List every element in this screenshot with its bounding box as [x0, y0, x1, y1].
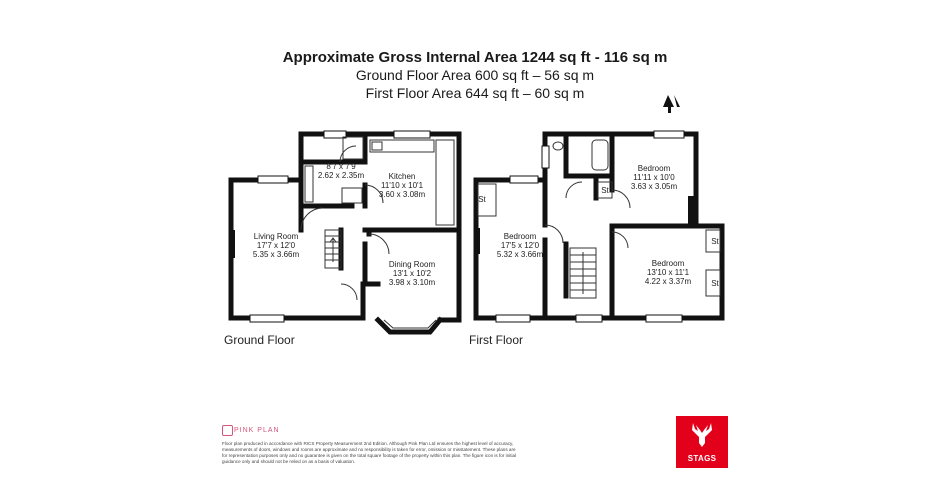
living-chimney-breast	[229, 230, 235, 258]
bedroom3-size-imperial: 13'10 x 11'1	[646, 268, 690, 277]
bedroom2-size-imperial: 11'11 x 10'0	[633, 173, 675, 182]
dining-door-arc	[369, 234, 389, 254]
stags-logo-text: STAGS	[687, 454, 717, 463]
bedroom3-name: Bedroom	[651, 259, 685, 268]
landing-window	[576, 315, 602, 322]
living-window-top	[258, 176, 288, 183]
bedroom3-size-metric: 4.22 x 3.37m	[644, 277, 692, 286]
gross-area-title: Approximate Gross Internal Area 1244 sq ft - 116 sq m	[282, 49, 668, 66]
living-door-arc	[301, 208, 323, 230]
living-room-size-imperial: 17'7 x 12'0	[256, 241, 296, 250]
bedroom1-size-metric: 5.32 x 3.66m	[496, 250, 544, 259]
dining-room-name: Dining Room	[388, 260, 436, 269]
porch-door-arc	[341, 284, 357, 300]
bedroom1-size-imperial: 17'5 x 12'0	[500, 241, 540, 250]
ground-floor-area: Ground Floor Area 600 sq ft – 56 sq m	[355, 67, 595, 83]
living-room-size-metric: 5.35 x 3.66m	[252, 250, 300, 259]
kitchen-size-metric: 3.60 x 3.08m	[378, 190, 426, 199]
store-label-landing: St	[601, 186, 609, 195]
kitchen-name: Kitchen	[388, 172, 416, 181]
first-floor-area: First Floor Area 644 sq ft – 60 sq m	[365, 85, 585, 101]
first-floor-label: First Floor	[469, 333, 523, 347]
stags-logo	[676, 416, 728, 468]
living-room-name: Living Room	[253, 232, 299, 241]
pink-plan-logo-icon	[222, 425, 233, 436]
north-arrow-icon	[663, 95, 680, 113]
bedroom2-size-metric: 3.63 x 3.05m	[630, 182, 678, 191]
bedroom2-name: Bedroom	[637, 164, 671, 173]
stag-head-icon	[690, 421, 714, 449]
store-label-bed3-b: St	[711, 279, 719, 288]
dining-room-size-metric: 3.98 x 3.10m	[388, 278, 436, 287]
bedroom3-window	[646, 315, 682, 322]
utility-size-metric: 2.62 x 2.35m	[317, 171, 365, 180]
kitchen-window	[394, 131, 430, 138]
living-window-bottom	[250, 315, 284, 322]
utility-size-imperial: 8'7 x 7'9	[326, 162, 356, 171]
bedroom1-window-bottom	[496, 315, 530, 322]
bedroom1-name: Bedroom	[503, 232, 537, 241]
kitchen-sink	[372, 142, 382, 150]
pink-plan-brand: PINK PLAN	[234, 427, 280, 434]
disclaimer-text: Floor plan produced in accordance with RICS Property Measurement 2nd Edition. Although Pink Plan Ltd ensures the highest level of accuracy, measurements of doors, windows and rooms are approximate and no responsibility is taken for error, omission or misstatement. These plans are for representation purposes only and no guarantee is given on the total square footage of the property within this plan. The figure icon is for initial guidance only and should not be relied on as a basis of valuation.	[222, 441, 517, 464]
bathroom-window	[542, 146, 549, 168]
store-label-bed1: St	[478, 195, 486, 204]
toilet	[553, 142, 563, 150]
dining-room-size-imperial: 13'1 x 10'2	[392, 269, 432, 278]
ground-floor-label: Ground Floor	[224, 333, 295, 347]
kitchen-size-imperial: 11'10 x 10'1	[380, 181, 424, 190]
first-floor-plan	[469, 131, 722, 347]
bedroom1-window-top	[510, 176, 538, 183]
bath-tub	[592, 140, 608, 170]
kitchen-worktop	[436, 140, 454, 225]
ground-floor-plan	[224, 131, 459, 347]
bedroom2-window	[654, 131, 684, 138]
store-label-bed3-a: St	[711, 237, 719, 246]
first-stairs	[570, 248, 596, 298]
